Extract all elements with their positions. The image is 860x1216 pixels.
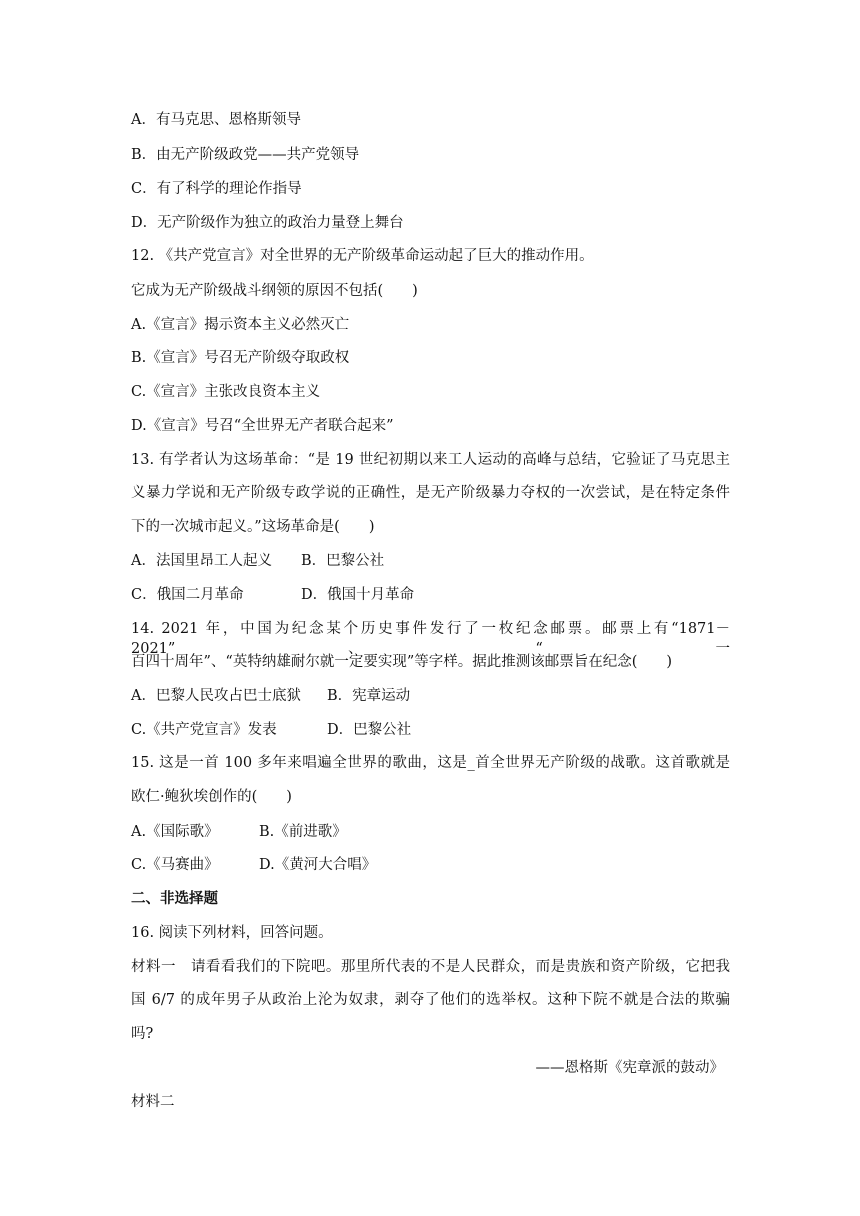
q13-stem-line2: 义暴力学说和无产阶级专政学说的正确性，是无产阶级暴力夺权的一次尝试，是在特定条件 bbox=[131, 485, 730, 501]
q11-option-d: D．无产阶级作为独立的政治力量登上舞台 bbox=[131, 215, 404, 231]
q15-option-b: B.《前进歌》 bbox=[259, 824, 347, 840]
q14-option-a: A．巴黎人民攻占巴士底狱 bbox=[131, 688, 301, 704]
q16-material1-line2: 国 6/7 的成年男子从政治上沦为奴隶，剥夺了他们的选举权。这种下院不就是合法的欺骗 bbox=[131, 992, 730, 1008]
q16-stem: 16. 阅读下列材料，回答问题。 bbox=[131, 925, 333, 941]
q11-option-a: A．有马克思、恩格斯领导 bbox=[131, 112, 301, 128]
q16-material1-line1: 材料一 请看看我们的下院吧。那里所代表的不是人民群众，而是贵族和资产阶级，它把我 bbox=[131, 959, 730, 975]
q13-stem-line3: 下的一次城市起义。”这场革命是( ) bbox=[131, 519, 375, 535]
q15-options-row1 bbox=[131, 822, 730, 842]
q13-option-d: D．俄国十月革命 bbox=[301, 587, 415, 603]
q15-stem-line2: 欧仁·鲍狄埃创作的( ) bbox=[131, 789, 292, 805]
q13-option-b: B．巴黎公社 bbox=[301, 553, 385, 569]
q11-option-c: C．有了科学的理论作指导 bbox=[131, 181, 302, 197]
q14-option-b: B．宪章运动 bbox=[327, 688, 411, 704]
section-title: 二、非选择题 bbox=[131, 890, 218, 907]
q15-stem-line1: 15. 这是一首 100 多年来唱遍全世界的歌曲，这是_首全世界无产阶级的战歌。这首歌就是 bbox=[131, 755, 730, 771]
q12-option-a: A.《宣言》揭示资本主义必然灭亡 bbox=[131, 317, 350, 333]
q11-option-b: B．由无产阶级政党——共产党领导 bbox=[131, 147, 360, 163]
q12-option-b: B.《宣言》号召无产阶级夺取政权 bbox=[131, 350, 350, 366]
q15-option-a: A.《国际歌》 bbox=[131, 824, 219, 840]
q14-option-d: D．巴黎公社 bbox=[327, 722, 412, 738]
q13-option-c: C．俄国二月革命 bbox=[131, 587, 244, 603]
q16-material1-line3: 吗? bbox=[131, 1026, 154, 1042]
q12-option-d: D.《宣言》号召“全世界无产者联合起来” bbox=[131, 418, 394, 434]
q13-options-row2 bbox=[131, 585, 730, 605]
q14-options-row2 bbox=[131, 720, 730, 740]
q16-material2-label: 材料二 bbox=[131, 1094, 175, 1110]
q14-stem-line1: 14. 2021 年，中国为纪念某个历史事件发行了一枚纪念邮票。邮票上有“1871－2021”、“一 bbox=[131, 621, 730, 657]
q15-options-row2 bbox=[131, 855, 730, 875]
q15-option-d: D.《黄河大合唱》 bbox=[259, 857, 377, 873]
q14-stem-line2: 百四十周年”、“英特纳雄耐尔就一定要实现”等字样。据此推测该邮票旨在纪念( ) bbox=[131, 654, 673, 670]
q14-options-row1 bbox=[131, 686, 730, 706]
q12-stem-line1: 12. 《共产党宣言》对全世界的无产阶级革命运动起了巨大的推动作用。 bbox=[131, 248, 594, 264]
q14-option-c: C.《共产党宣言》发表 bbox=[131, 722, 277, 738]
q13-options-row1 bbox=[131, 551, 730, 571]
q15-option-c: C.《马赛曲》 bbox=[131, 857, 219, 873]
q16-source1: ——恩格斯《宪章派的鼓动》 bbox=[535, 1060, 724, 1076]
q12-option-c: C.《宣言》主张改良资本主义 bbox=[131, 384, 321, 400]
q13-stem-line1: 13. 有学者认为这场革命：“是 19 世纪初期以来工人运动的高峰与总结，它验证了马克思主 bbox=[131, 452, 730, 468]
q12-stem-line2: 它成为无产阶级战斗纲领的原因不包括( ) bbox=[131, 283, 418, 299]
q13-option-a: A．法国里昂工人起义 bbox=[131, 553, 272, 569]
